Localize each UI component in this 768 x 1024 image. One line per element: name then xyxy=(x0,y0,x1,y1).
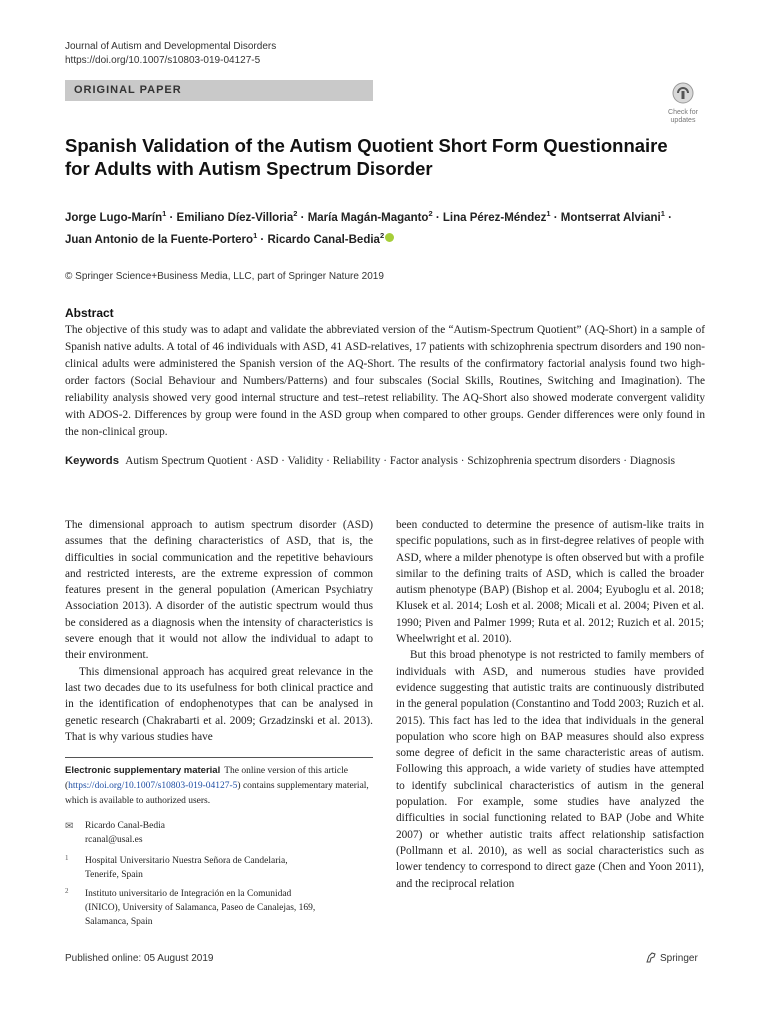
author-affiliation: 1 xyxy=(660,209,665,218)
crossmark-label-2: updates xyxy=(670,117,696,124)
affiliation-line: (INICO), University of Salamanca, Paseo de Canalejas, 169, xyxy=(85,903,316,913)
crossmark-label-1: Check for xyxy=(668,109,698,116)
abstract-heading: Abstract xyxy=(65,306,114,320)
publisher-name: Springer xyxy=(660,953,698,964)
published-date: Published online: 05 August 2019 xyxy=(65,953,214,964)
publisher-logo xyxy=(645,951,698,964)
paper-title: Spanish Validation of the Autism Quotient Short Form Questionnaire for Adults with Autism Spectrum Disorder xyxy=(65,135,668,179)
author-name[interactable]: María Magán-Maganto xyxy=(307,211,429,224)
keywords-label: Keywords xyxy=(65,455,119,467)
article-doi[interactable]: https://doi.org/10.1007/s10803-019-04127-5 xyxy=(65,55,261,66)
body-paragraph: been conducted to determine the presence of autism-like traits in specific populations, such as in first-degree relatives of people with ASD, where a milder phenotype is often observed but with a profile similar to the defining traits of ASD, which is called the broader autism phenotype (BAP) (Bishop et al. 2004; Eyuboglu et al. 2018; Klusek et al. 2014; Losh et al. 2008; Micali et al. 2004; Piven et al. 1990; Piven and Palmer 1999; Ruta et al. 2012; Ruzich et al. 2015; Wheelwright et al. 2010). xyxy=(396,519,704,646)
affiliation-line: Tenerife, Spain xyxy=(85,870,143,880)
author-affiliation: 1 xyxy=(546,209,551,218)
author-name[interactable]: Jorge Lugo-Marín xyxy=(65,211,163,224)
article-type-bar xyxy=(65,80,373,101)
body-paragraph: This dimensional approach has acquired great relevance in the last two decades due to its usefulness for both clinical practice and in the identification of endophenotypes that can be analysed in genetic research (Chakrabarti et al. 2009; Grzadzinski et al. 2013). That is why various studies have xyxy=(65,665,373,743)
crossmark-icon xyxy=(672,82,694,104)
author-affiliation: 1 xyxy=(253,230,258,240)
supplementary-label: Electronic supplementary material xyxy=(65,765,221,776)
article-type-label: ORIGINAL PAPER xyxy=(74,84,182,96)
journal-header xyxy=(65,40,276,68)
supplementary-text: ) contains supplementary material, which is available to authorized users. xyxy=(65,781,369,806)
author-name[interactable]: Lina Pérez-Méndez xyxy=(442,211,547,224)
author-affiliation: 1 xyxy=(162,209,167,218)
affiliation-number: 1 xyxy=(65,854,69,862)
author-affiliation: 2 xyxy=(379,230,385,240)
springer-horse-icon xyxy=(645,951,657,963)
author-name[interactable]: Juan Antonio de la Fuente-Portero xyxy=(65,233,254,246)
orcid-icon[interactable] xyxy=(385,233,394,242)
author-name[interactable]: Emiliano Díez-Villoria xyxy=(176,211,294,224)
body-column-left xyxy=(65,517,373,745)
copyright-line: © Springer Science+Business Media, LLC, part of Springer Nature 2019 xyxy=(65,271,384,282)
author-affiliation: 2 xyxy=(428,209,433,218)
supplementary-note xyxy=(65,763,373,809)
footnote-divider xyxy=(65,757,373,758)
affiliation xyxy=(85,887,373,929)
body-column-right xyxy=(396,517,704,892)
body-paragraph: The dimensional approach to autism spectrum disorder (ASD) assumes that the defining characteristics of ASD, that is, the difficulties in social communication and the repetitive behaviours and restricted interests, are the extreme expression of common features present in the general population (American Psychiatry Association 2013). A disorder of the autistic spectrum would thus be considered as a diagnosis when the intensity of characteristics is severe enough that it would not allow the individual to adapt to their environment. xyxy=(65,519,373,662)
keywords xyxy=(65,453,705,469)
affiliation-line: Salamanca, Spain xyxy=(85,917,153,927)
author-name[interactable]: Montserrat Alviani xyxy=(560,211,661,224)
journal-name: Journal of Autism and Developmental Disorders xyxy=(65,41,277,52)
author-name[interactable]: Ricardo Canal-Bedia xyxy=(267,233,380,246)
correspondence-email[interactable]: rcanal@usal.es xyxy=(85,835,143,845)
supplementary-text: The online version of this article ( xyxy=(65,766,348,791)
affiliation-line: Hospital Universitario Nuestra Señora de Candelaria, xyxy=(85,856,288,866)
keywords-text: Autism Spectrum Quotient · ASD · Validity · Reliability · Factor analysis · Schizophrenia spectrum disorders · Diagnosis xyxy=(125,455,676,467)
affiliation-line: Instituto universitario de Integración en la Comunidad xyxy=(85,889,292,899)
envelope-icon: ✉ xyxy=(65,821,74,832)
affiliation-number: 2 xyxy=(65,887,69,895)
author-list: Jorge Lugo-Marín$^1$ · Emiliano Díez-Villoria$^2$ · María Magán-Maganto$^2$ · Lina Pérez-Méndez$^1$ · Montserrat Alviani$^1$ · Juan Antonio de la Fuente-Portero$^1$ · Ricardo Canal-Bedia$^2$ xyxy=(65,209,672,246)
abstract-text: The objective of this study was to adapt and validate the abbreviated version of the “Autism-Spectrum Quotient” (AQ-Short) in a sample of Spanish native adults. A total of 46 individuals with ASD, 41 ASD-relatives, 17 patients with schizophrenia spectrum disorders and 190 non-clinical adults were administered the Spanish version of the AQ-Short. The results of the confirmatory factorial analysis found two high-order factors (Social Behaviour and Numbers/Patterns) and four subscales (Social Skills, Routines, Switching and Imagination). The reliability analysis showed very good internal structure and test–retest reliability. The AQ-Short also showed moderate convergent validity with ADOS-2. Differences by group were found in the ASD group when compared to other groups. Gender differences were only found in the non-clinical group. xyxy=(65,324,705,438)
body-paragraph: But this broad phenotype is not restricted to family members of individuals with ASD, and numerous studies have provided evidence suggesting that autistic traits are continuously distributed in the general population (Constantino and Todd 2003; Ruzich et al. 2015). This fact has led to the idea that individuals in the general population who score high on BAP measures should also express some degree of deficit in the same characteristic areas of autism. Following this approach, a wide variety of studies have attempted to identify subclinical characteristics of autism in the general population. For example, some studies have analyzed the difficulties in social functioning related to BAP (Jobe and White 2007) or whether autistic traits affect relationship satisfaction (Pollmann et al. 2010), as well as social characteristics such as lower tendency to correspond to direct gaze (Chen and Yoon 2011), and the reciprocal relation xyxy=(396,649,704,890)
correspondence-name: Ricardo Canal-Bedia xyxy=(85,821,165,831)
correspondence xyxy=(85,819,373,847)
supplementary-link[interactable]: https://doi.org/10.1007/s10803-019-04127-5 xyxy=(68,781,238,791)
crossmark-badge[interactable] xyxy=(662,82,704,124)
affiliation xyxy=(85,854,373,882)
author-affiliation: 2 xyxy=(293,209,298,218)
